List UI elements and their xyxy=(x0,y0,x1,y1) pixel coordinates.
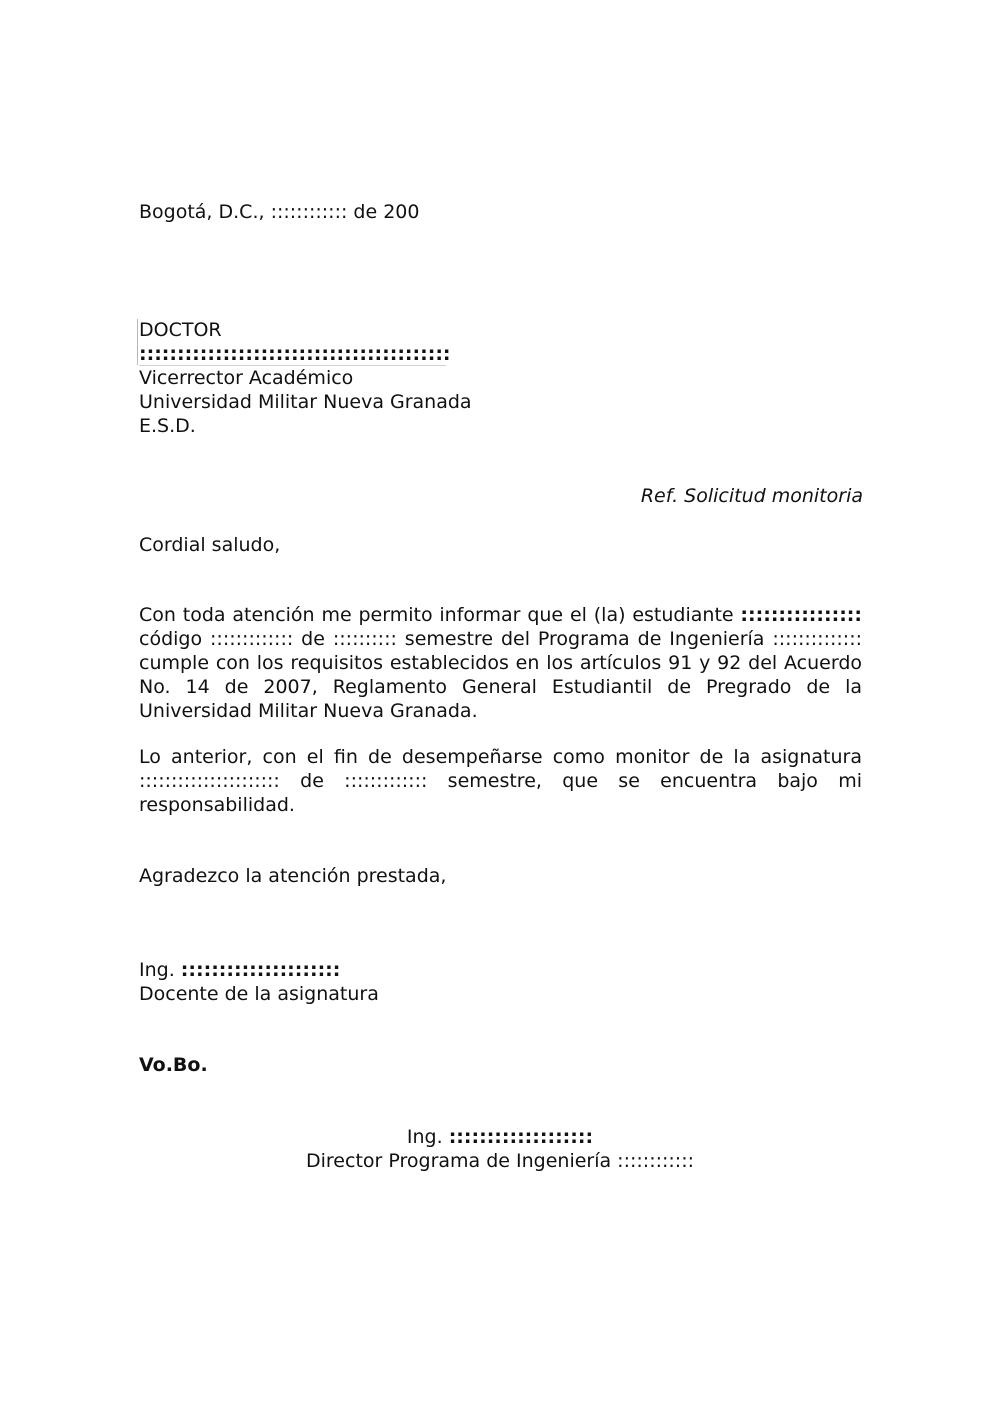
paragraph-text: de xyxy=(293,628,333,650)
subject-placeholder: :::::::::::::::::::::: xyxy=(139,770,280,792)
closing-line: Agradezco la atención prestada, xyxy=(139,865,447,887)
student-name-placeholder: :::::::::::::::: xyxy=(740,604,862,626)
teacher-prefix: Ing. xyxy=(139,959,181,981)
reference-line: Ref. Solicitud monitoria xyxy=(640,485,863,507)
paragraph-text: Lo anterior, con el fin de desempeñarse como monitor de la asignatura xyxy=(139,746,862,768)
addressee-block xyxy=(139,318,472,438)
addressee-position: Vicerrector Académico xyxy=(139,367,354,389)
teacher-role: Docente de la asignatura xyxy=(139,983,379,1005)
addressee-institution: Universidad Militar Nueva Granada xyxy=(139,391,472,413)
director-signature-block xyxy=(0,1125,1000,1173)
director-prefix: Ing. xyxy=(406,1126,449,1148)
paragraph-text: código xyxy=(139,628,211,650)
addressee-closing-abbrev: E.S.D. xyxy=(139,415,196,437)
student-code-placeholder: ::::::::::::: xyxy=(210,628,294,650)
teacher-name-placeholder: ::::::::::::::::::::: xyxy=(180,959,341,981)
director-role: Director Programa de Ingeniería :::::::::::: xyxy=(306,1150,694,1172)
greeting: Cordial saludo, xyxy=(139,534,281,556)
addressee-name-placeholder: ::::::::::::::::::::::::::::::::::::::::: xyxy=(139,343,451,365)
director-name-placeholder: ::::::::::::::::::: xyxy=(448,1126,594,1148)
program-placeholder: :::::::::::::: xyxy=(772,628,862,650)
paragraph-text: de xyxy=(279,770,345,792)
addressee-title: DOCTOR xyxy=(139,319,222,341)
paragraph-text: semestre del Programa de Ingeniería xyxy=(396,628,773,650)
approval-label: Vo.Bo. xyxy=(139,1054,208,1076)
subject-semester-placeholder: ::::::::::::: xyxy=(344,770,428,792)
body-paragraph-2 xyxy=(139,745,862,817)
text-cursor-mark xyxy=(137,319,138,365)
semester-placeholder: :::::::::: xyxy=(332,628,397,650)
field-underline xyxy=(139,365,446,366)
body-paragraph-1 xyxy=(139,603,862,723)
teacher-signature-block xyxy=(139,958,379,1006)
paragraph-text: Con toda atención me permito informar que el (la) estudiante xyxy=(139,604,741,626)
paragraph-text: cumple con los requisitos establecidos en los artículos 91 y 92 del Acuerdo No. 14 de 2007, Reglamento General Estudiantil de Pregrado de la Universidad Militar Nueva Granada. xyxy=(139,652,862,722)
paragraph-text: semestre, que se encuentra bajo mi responsabilidad. xyxy=(139,770,862,816)
date-line: Bogotá, D.C., :::::::::::: de 200 xyxy=(139,201,420,223)
